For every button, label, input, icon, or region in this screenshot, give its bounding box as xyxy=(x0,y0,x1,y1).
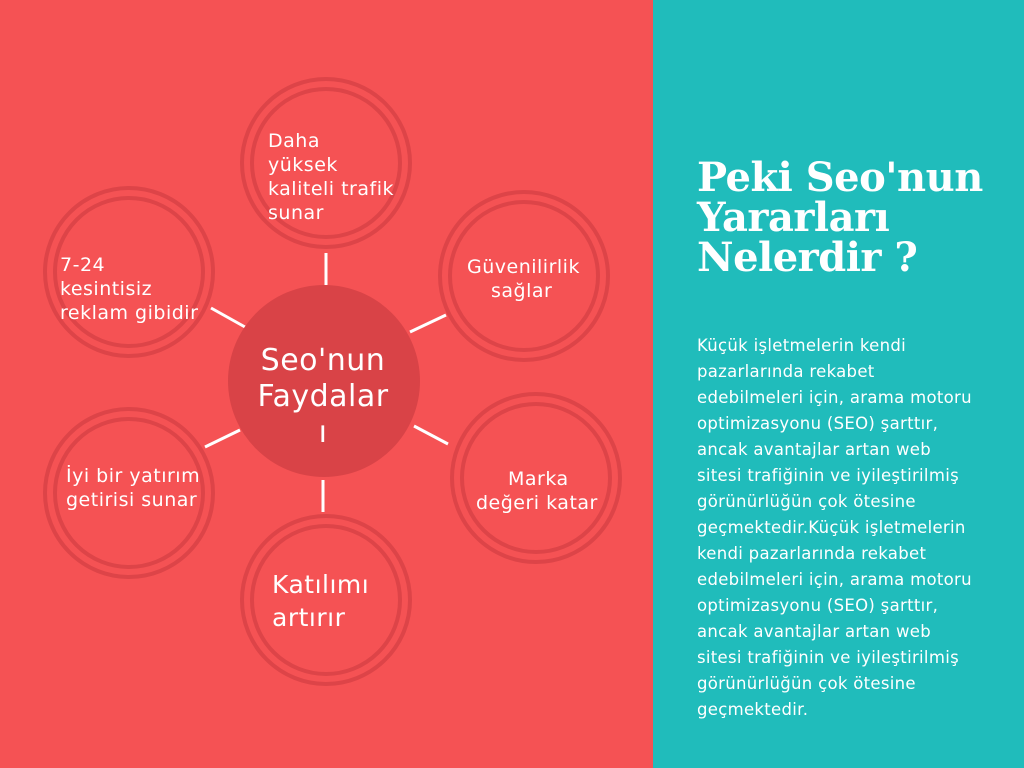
node-label-upper-right: Güvenilirlik sağlar xyxy=(467,256,580,302)
center-label xyxy=(228,343,418,451)
spoke-upper-left xyxy=(211,308,245,327)
node-label-lower-right: Marka değeri katar xyxy=(476,468,598,514)
node-label-bottom: Katılımı artırır xyxy=(272,570,370,632)
info-title: Peki Seo'nun Yararları Nelerdir ? xyxy=(697,154,983,281)
spoke-lower-right xyxy=(414,426,448,444)
center-line-1: Seo'nun xyxy=(260,343,386,378)
spoke-upper-right xyxy=(410,315,446,332)
node-label-top: Daha yüksek kaliteli trafik sunar xyxy=(268,130,394,224)
info-body: Küçük işletmelerin kendi pazarlarında rekabet edebilmeleri için, arama motoru optimizasyonu (SEO) şarttır, ancak avantajlar artan web sitesi trafiğinin ve iyileştirilmiş görünürlüğün çok ötesine geçmektedir.Küçük işletmelerin kendi pazarlarında rekabet edebilmeleri için, arama motoru optimizasyonu (SEO) şarttır, ancak avantajlar artan web sitesi trafiğinin ve iyileştirilmiş görünürlüğün çok ötesine geçmektedir. xyxy=(697,336,972,719)
center-line-3: ı xyxy=(318,415,328,450)
center-line-2: Faydalar xyxy=(257,379,389,414)
node-label-upper-left: 7-24 kesintisiz reklam gibidir xyxy=(60,254,199,324)
node-label-lower-left: İyi bir yatırım getirisi sunar xyxy=(66,465,201,511)
